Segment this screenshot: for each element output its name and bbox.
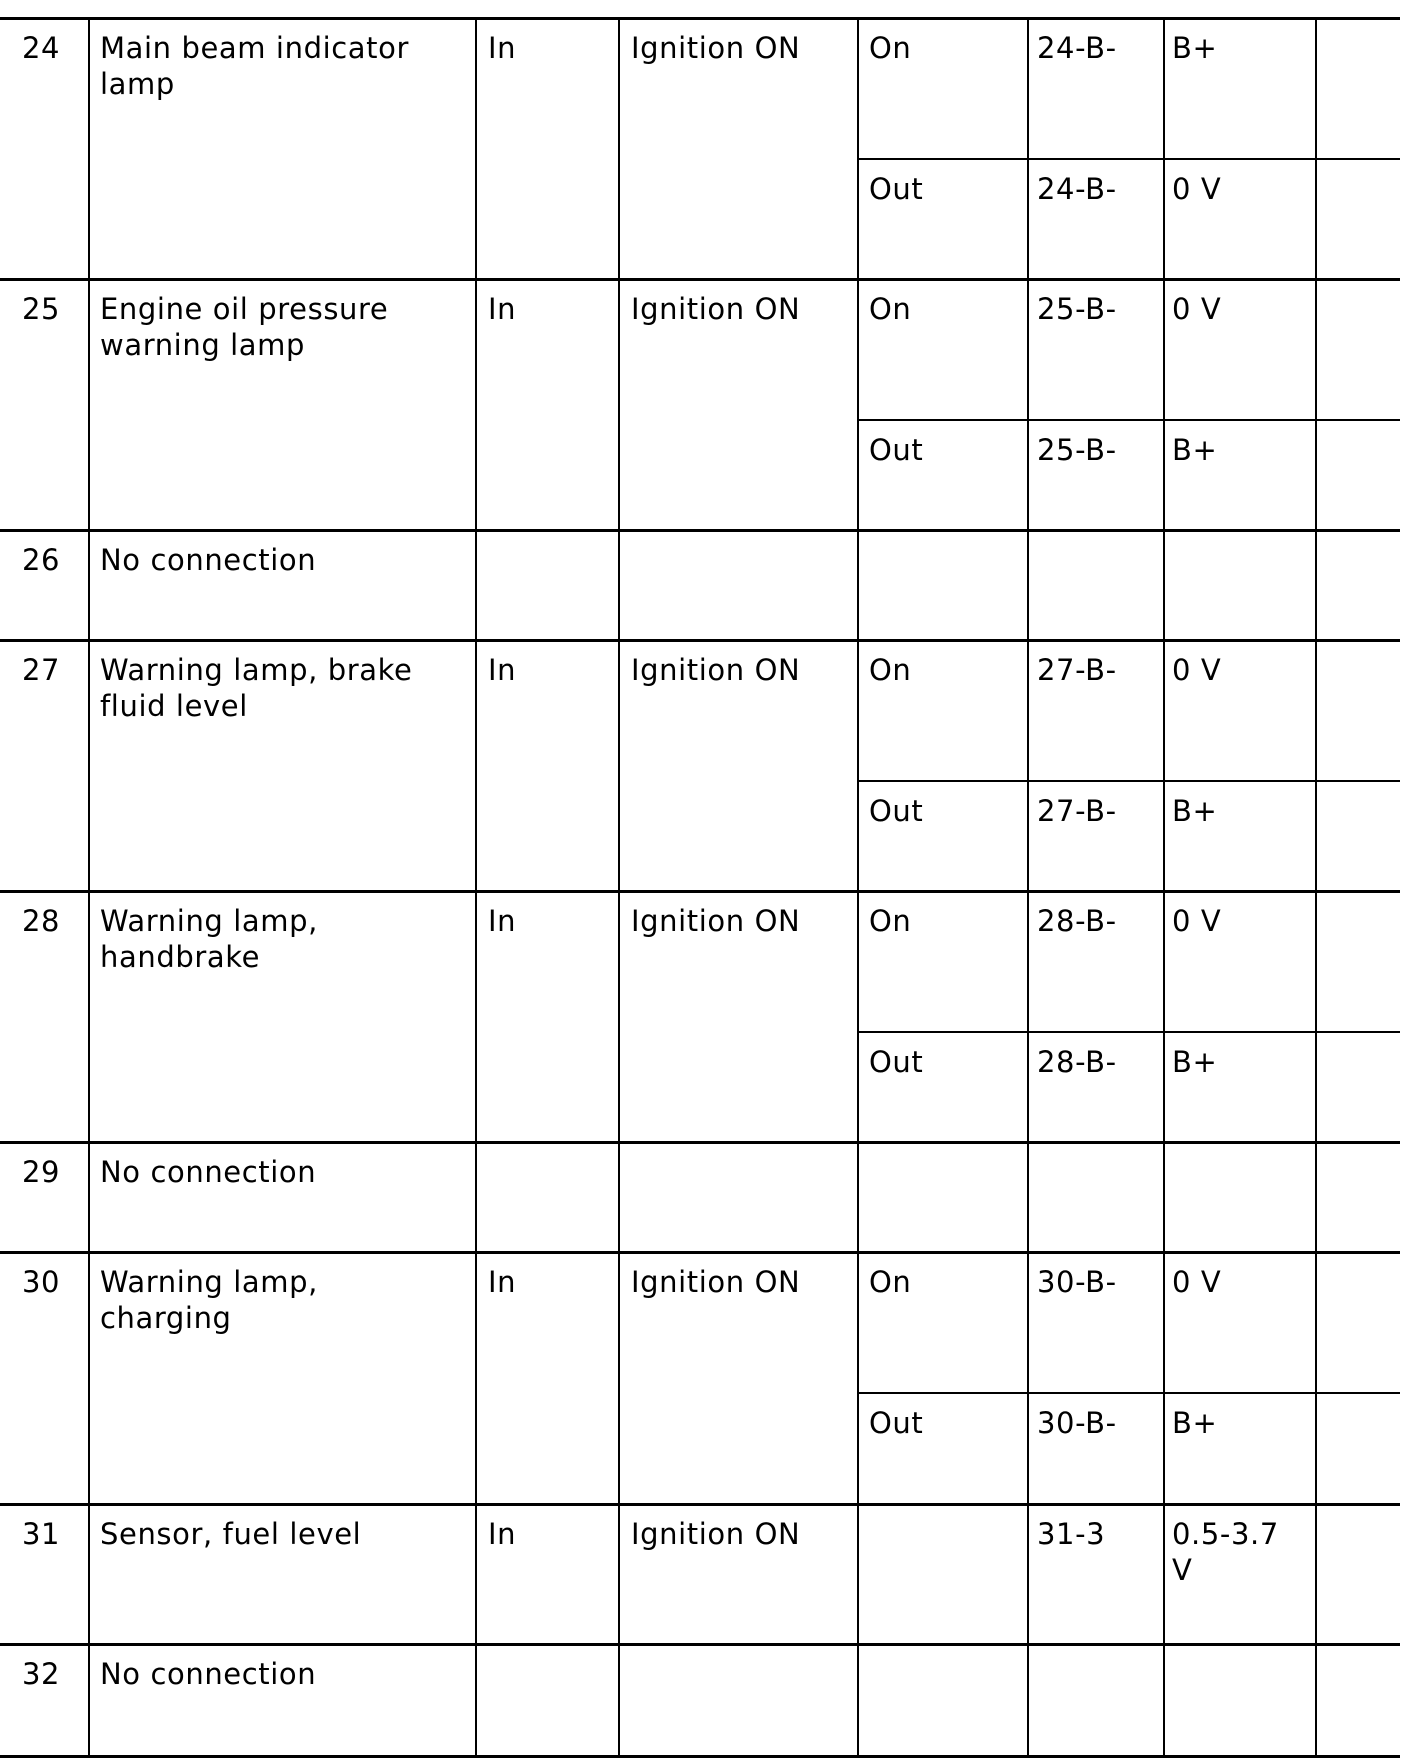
switch-state: On bbox=[869, 904, 912, 938]
signal-direction: In bbox=[488, 904, 517, 938]
column-border-line bbox=[618, 1142, 620, 1252]
expected-value: 0 V bbox=[1172, 292, 1222, 326]
switch-state: Out bbox=[869, 172, 924, 206]
column-border-line bbox=[1027, 640, 1029, 891]
column-border-line bbox=[1027, 279, 1029, 530]
column-border-line bbox=[618, 18, 620, 279]
column-border-line bbox=[475, 530, 477, 640]
column-border-line bbox=[475, 279, 477, 530]
pin-number: 30 bbox=[22, 1265, 61, 1299]
measurement-point: 28-B- bbox=[1037, 904, 1117, 938]
row-border-line bbox=[0, 890, 1400, 893]
column-border-line bbox=[1315, 1252, 1317, 1504]
column-border-line bbox=[618, 530, 620, 640]
measurement-point: 27-B- bbox=[1037, 794, 1117, 828]
column-border-line bbox=[88, 279, 90, 530]
measurement-point: 24-B- bbox=[1037, 172, 1117, 206]
pin-number: 31 bbox=[22, 1517, 61, 1551]
column-border-line bbox=[857, 1644, 859, 1757]
pin-description: No connection bbox=[100, 1657, 317, 1691]
column-border-line bbox=[1027, 1504, 1029, 1644]
pin-number: 26 bbox=[22, 543, 61, 577]
column-border-line bbox=[475, 1142, 477, 1252]
column-border-line bbox=[618, 1252, 620, 1504]
pin-number: 32 bbox=[22, 1657, 61, 1691]
measurement-point: 24-B- bbox=[1037, 31, 1117, 65]
switch-state: On bbox=[869, 1265, 912, 1299]
column-border-line bbox=[618, 279, 620, 530]
column-border-line bbox=[475, 640, 477, 891]
table-bottom-border-line bbox=[0, 1755, 1400, 1758]
pin-number: 25 bbox=[22, 292, 61, 326]
measurement-point: 25-B- bbox=[1037, 433, 1117, 467]
column-border-line bbox=[1315, 891, 1317, 1142]
pin-description: Main beam indicator lamp bbox=[100, 31, 409, 101]
column-border-line bbox=[88, 891, 90, 1142]
column-border-line bbox=[618, 1644, 620, 1757]
switch-state: Out bbox=[869, 794, 924, 828]
column-border-line bbox=[1027, 1644, 1029, 1757]
measurement-point: 25-B- bbox=[1037, 292, 1117, 326]
column-border-line bbox=[1315, 1504, 1317, 1644]
column-border-line bbox=[88, 1504, 90, 1644]
column-border-line bbox=[857, 530, 859, 640]
row-border-line bbox=[0, 1251, 1400, 1254]
pin-description: Sensor, fuel level bbox=[100, 1517, 362, 1551]
row-border-line bbox=[0, 278, 1400, 281]
expected-value: B+ bbox=[1172, 31, 1218, 65]
column-border-line bbox=[1163, 891, 1165, 1142]
signal-direction: In bbox=[488, 653, 517, 687]
test-condition: Ignition ON bbox=[631, 292, 801, 326]
column-border-line bbox=[857, 279, 859, 530]
column-border-line bbox=[1315, 530, 1317, 640]
column-border-line bbox=[1315, 640, 1317, 891]
column-border-line bbox=[1163, 18, 1165, 279]
column-border-line bbox=[857, 18, 859, 279]
column-border-line bbox=[857, 891, 859, 1142]
sub-row-border-line bbox=[857, 780, 1400, 782]
column-border-line bbox=[88, 1252, 90, 1504]
pin-description: No connection bbox=[100, 1155, 317, 1189]
switch-state: Out bbox=[869, 433, 924, 467]
column-border-line bbox=[857, 640, 859, 891]
column-border-line bbox=[475, 891, 477, 1142]
column-border-line bbox=[475, 1252, 477, 1504]
column-border-line bbox=[88, 1644, 90, 1757]
test-condition: Ignition ON bbox=[631, 653, 801, 687]
expected-value: B+ bbox=[1172, 794, 1218, 828]
column-border-line bbox=[857, 1504, 859, 1644]
expected-value: 0.5-3.7 V bbox=[1172, 1517, 1279, 1587]
column-border-line bbox=[475, 1644, 477, 1757]
column-border-line bbox=[1315, 1142, 1317, 1252]
pin-description: No connection bbox=[100, 543, 317, 577]
column-border-line bbox=[618, 891, 620, 1142]
row-border-line bbox=[0, 639, 1400, 642]
expected-value: 0 V bbox=[1172, 904, 1222, 938]
column-border-line bbox=[1163, 279, 1165, 530]
measurement-point: 28-B- bbox=[1037, 1045, 1117, 1079]
column-border-line bbox=[857, 1252, 859, 1504]
sub-row-border-line bbox=[857, 1031, 1400, 1033]
column-border-line bbox=[1163, 640, 1165, 891]
column-border-line bbox=[475, 1504, 477, 1644]
test-condition: Ignition ON bbox=[631, 31, 801, 65]
pin-description: Warning lamp, handbrake bbox=[100, 904, 318, 974]
switch-state: On bbox=[869, 653, 912, 687]
column-border-line bbox=[1315, 1644, 1317, 1757]
expected-value: B+ bbox=[1172, 1406, 1218, 1440]
column-border-line bbox=[1027, 1252, 1029, 1504]
column-border-line bbox=[88, 1142, 90, 1252]
column-border-line bbox=[1163, 530, 1165, 640]
signal-direction: In bbox=[488, 292, 517, 326]
sub-row-border-line bbox=[857, 1392, 1400, 1394]
measurement-point: 30-B- bbox=[1037, 1265, 1117, 1299]
column-border-line bbox=[1027, 1142, 1029, 1252]
switch-state: On bbox=[869, 31, 912, 65]
pin-number: 27 bbox=[22, 653, 61, 687]
pin-description: Warning lamp, brake fluid level bbox=[100, 653, 413, 723]
column-border-line bbox=[857, 1142, 859, 1252]
switch-state: On bbox=[869, 292, 912, 326]
column-border-line bbox=[88, 530, 90, 640]
sub-row-border-line bbox=[857, 419, 1400, 421]
row-border-line bbox=[0, 1141, 1400, 1144]
pin-number: 24 bbox=[22, 31, 61, 65]
expected-value: B+ bbox=[1172, 1045, 1218, 1079]
measurement-point: 31-3 bbox=[1037, 1517, 1106, 1551]
switch-state: Out bbox=[869, 1045, 924, 1079]
measurement-point: 27-B- bbox=[1037, 653, 1117, 687]
measurement-point: 30-B- bbox=[1037, 1406, 1117, 1440]
expected-value: 0 V bbox=[1172, 172, 1222, 206]
column-border-line bbox=[1027, 891, 1029, 1142]
switch-state: Out bbox=[869, 1406, 924, 1440]
pin-description: Warning lamp, charging bbox=[100, 1265, 318, 1335]
column-border-line bbox=[1315, 279, 1317, 530]
row-border-line bbox=[0, 1643, 1400, 1646]
test-condition: Ignition ON bbox=[631, 904, 801, 938]
row-border-line bbox=[0, 529, 1400, 532]
signal-direction: In bbox=[488, 31, 517, 65]
expected-value: B+ bbox=[1172, 433, 1218, 467]
pin-number: 29 bbox=[22, 1155, 61, 1189]
column-border-line bbox=[1163, 1644, 1165, 1757]
pin-number: 28 bbox=[22, 904, 61, 938]
row-border-line bbox=[0, 17, 1400, 20]
column-border-line bbox=[618, 1504, 620, 1644]
column-border-line bbox=[88, 18, 90, 279]
column-border-line bbox=[1027, 18, 1029, 279]
test-condition: Ignition ON bbox=[631, 1265, 801, 1299]
sub-row-border-line bbox=[857, 158, 1400, 160]
column-border-line bbox=[88, 640, 90, 891]
column-border-line bbox=[475, 18, 477, 279]
row-border-line bbox=[0, 1503, 1400, 1506]
column-border-line bbox=[618, 640, 620, 891]
expected-value: 0 V bbox=[1172, 1265, 1222, 1299]
column-border-line bbox=[1027, 530, 1029, 640]
column-border-line bbox=[1163, 1504, 1165, 1644]
pin-description: Engine oil pressure warning lamp bbox=[100, 292, 389, 362]
column-border-line bbox=[1315, 18, 1317, 279]
column-border-line bbox=[1163, 1142, 1165, 1252]
expected-value: 0 V bbox=[1172, 653, 1222, 687]
test-condition: Ignition ON bbox=[631, 1517, 801, 1551]
signal-direction: In bbox=[488, 1265, 517, 1299]
signal-direction: In bbox=[488, 1517, 517, 1551]
column-border-line bbox=[1163, 1252, 1165, 1504]
